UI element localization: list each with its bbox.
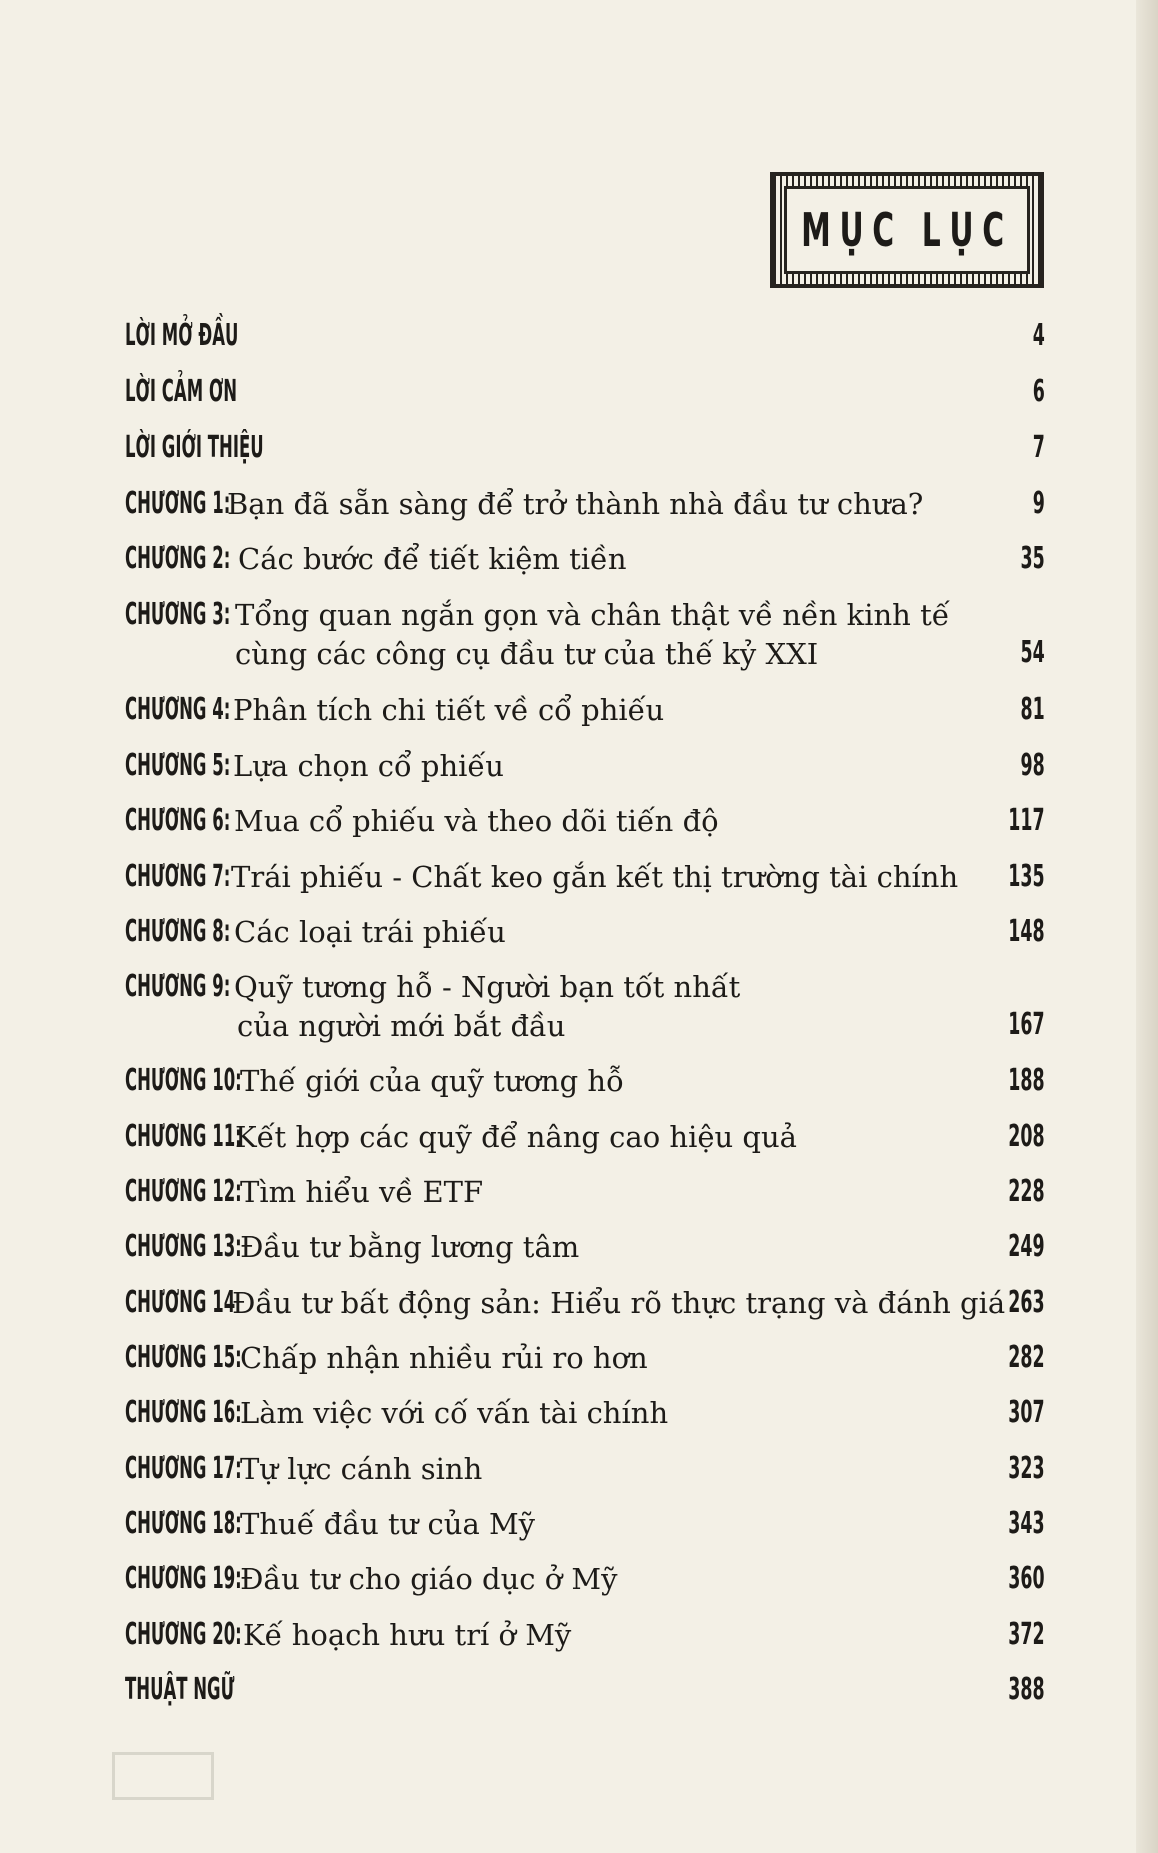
toc-entry-label: CHƯƠNG 18:: [125, 1506, 242, 1541]
toc-entry[interactable]: [125, 318, 1045, 358]
toc-entry-title: Đầu tư bất động sản: Hiểu rõ thực trạng và đánh giá: [232, 1286, 1006, 1320]
toc-entry-label: CHƯƠNG 12:: [125, 1174, 242, 1209]
toc-entry-title: Thế giới của quỹ tương hỗ: [240, 1064, 624, 1098]
toc-entry-page: 35: [1020, 541, 1045, 576]
toc-entry[interactable]: [125, 430, 1045, 470]
toc-entry[interactable]: [125, 541, 1045, 581]
toc-entry-title: Chấp nhận nhiều rủi ro hơn: [240, 1341, 648, 1375]
toc-entry[interactable]: [125, 969, 1045, 1049]
toc-entry-label: CHƯƠNG 7:: [125, 859, 231, 894]
toc-entry-label: CHƯƠNG 17:: [125, 1451, 242, 1486]
toc-entry-label: CHƯƠNG 19:: [125, 1561, 242, 1596]
toc-entry-label: CHƯƠNG 4:: [125, 692, 231, 727]
toc-entry-label: THUẬT NGỮ: [125, 1672, 235, 1707]
toc-entry-page: 6: [1032, 374, 1045, 409]
toc-entry-label: CHƯƠNG 20:: [125, 1617, 242, 1652]
toc-entry[interactable]: [125, 1285, 1045, 1325]
toc-entry-page: 135: [1008, 859, 1045, 894]
toc-entry-title: Kết hợp các quỹ để nâng cao hiệu quả: [235, 1120, 797, 1154]
toc-entry-label: CHƯƠNG 2:: [125, 541, 231, 576]
toc-entry[interactable]: [125, 374, 1045, 414]
page-edge-shadow: [1136, 0, 1158, 1853]
toc-entry-page: 4: [1032, 318, 1045, 353]
toc-entry-label: CHƯƠNG 11:: [125, 1119, 242, 1154]
toc-entry[interactable]: [125, 748, 1045, 788]
toc-entry-label: CHƯƠNG 3:: [125, 597, 231, 632]
toc-entry-label: CHƯƠNG 14: [125, 1285, 236, 1320]
toc-entry-title: Trái phiếu - Chất keo gắn kết thị trường tài chính: [231, 860, 959, 894]
toc-entry[interactable]: [125, 914, 1045, 954]
toc-entry[interactable]: [125, 1617, 1045, 1657]
toc-entry-label: LỜI CẢM ƠN: [125, 374, 238, 409]
toc-entry-title: Phân tích chi tiết về cổ phiếu: [233, 693, 665, 727]
toc-entry-title: Đầu tư bằng lương tâm: [240, 1230, 580, 1264]
toc-entry-title: Các bước để tiết kiệm tiền: [238, 542, 627, 576]
toc-entry-page: 228: [1008, 1174, 1045, 1209]
toc-entry-page: 323: [1008, 1451, 1045, 1486]
toc-entry[interactable]: [125, 1561, 1045, 1601]
toc-entry-label: CHƯƠNG 1:: [125, 486, 231, 521]
toc-entry-label: CHƯƠNG 9:: [125, 969, 231, 1004]
toc-entry-title: Thuế đầu tư của Mỹ: [240, 1507, 536, 1541]
toc-entry[interactable]: [125, 486, 1045, 526]
toc-entry[interactable]: [125, 1174, 1045, 1214]
toc-heading: MỤC LỤC: [801, 203, 1013, 257]
toc-entry-title: Bạn đã sẵn sàng để trở thành nhà đầu tư chưa?: [227, 487, 924, 521]
table-of-contents: [125, 0, 1045, 1853]
toc-entry-title-line2: của người mới bắt đầu: [237, 1009, 566, 1043]
toc-entry-title: Tìm hiểu về ETF: [240, 1175, 484, 1209]
toc-entry-label: CHƯƠNG 5:: [125, 748, 231, 783]
toc-entry-page: 167: [1008, 1007, 1045, 1042]
toc-entry-label: CHƯƠNG 15:: [125, 1340, 242, 1375]
toc-entry-title: Làm việc với cố vấn tài chính: [240, 1396, 669, 1430]
toc-entry-page: 98: [1020, 748, 1045, 783]
toc-entry-title: Kế hoạch hưu trí ở Mỹ: [243, 1618, 572, 1652]
toc-entry[interactable]: [125, 1451, 1045, 1491]
toc-entry-label: CHƯƠNG 10:: [125, 1063, 242, 1098]
toc-entry-page: 307: [1008, 1395, 1045, 1430]
toc-entry[interactable]: [125, 1395, 1045, 1435]
toc-entry-page: 208: [1008, 1119, 1045, 1154]
toc-entry[interactable]: [125, 1340, 1045, 1380]
toc-entry-page: 360: [1008, 1561, 1045, 1596]
toc-entry-label: LỜI GIỚI THIỆU: [125, 430, 264, 465]
toc-entry-title: Đầu tư cho giáo dục ở Mỹ: [240, 1562, 618, 1596]
toc-entry-title: Lựa chọn cổ phiếu: [233, 749, 504, 783]
toc-entry[interactable]: [125, 597, 1045, 677]
toc-entry[interactable]: [125, 1229, 1045, 1269]
toc-entry-label: CHƯƠNG 16:: [125, 1395, 242, 1430]
toc-entry[interactable]: [125, 1506, 1045, 1546]
toc-entry-page: 9: [1032, 486, 1045, 521]
toc-entry-label: CHƯƠNG 8:: [125, 914, 231, 949]
toc-entry-title-line2: cùng các công cụ đầu tư của thế kỷ XXI: [235, 637, 819, 671]
toc-entry[interactable]: [125, 1063, 1045, 1103]
toc-entry-label: CHƯƠNG 6:: [125, 803, 231, 838]
toc-entry-label: LỜI MỞ ĐẦU: [125, 318, 239, 353]
toc-entry-title: Tổng quan ngắn gọn và chân thật về nền kinh tế: [235, 598, 950, 632]
toc-entry-page: 343: [1008, 1506, 1045, 1541]
toc-entry[interactable]: [125, 692, 1045, 732]
toc-entry-page: 282: [1008, 1340, 1045, 1375]
toc-entry-page: 372: [1008, 1617, 1045, 1652]
toc-entry[interactable]: [125, 803, 1045, 843]
toc-entry-title: Mua cổ phiếu và theo dõi tiến độ: [234, 804, 719, 838]
toc-entry-title: Quỹ tương hỗ - Người bạn tốt nhất: [234, 970, 741, 1004]
toc-entry[interactable]: [125, 859, 1045, 899]
toc-entry-page: 388: [1008, 1672, 1045, 1707]
toc-entry-page: 249: [1008, 1229, 1045, 1264]
toc-entry[interactable]: [125, 1672, 1045, 1712]
toc-entry[interactable]: [125, 1119, 1045, 1159]
toc-entry-page: 148: [1008, 914, 1045, 949]
toc-entry-page: 263: [1008, 1285, 1045, 1320]
toc-entry-title: Các loại trái phiếu: [234, 915, 506, 949]
toc-entry-page: 188: [1008, 1063, 1045, 1098]
toc-entry-page: 7: [1032, 430, 1045, 465]
toc-entry-page: 117: [1008, 803, 1045, 838]
toc-entry-page: 81: [1020, 692, 1045, 727]
toc-entry-page: 54: [1020, 635, 1045, 670]
toc-entry-title: Tự lực cánh sinh: [240, 1452, 483, 1486]
toc-entry-label: CHƯƠNG 13:: [125, 1229, 242, 1264]
